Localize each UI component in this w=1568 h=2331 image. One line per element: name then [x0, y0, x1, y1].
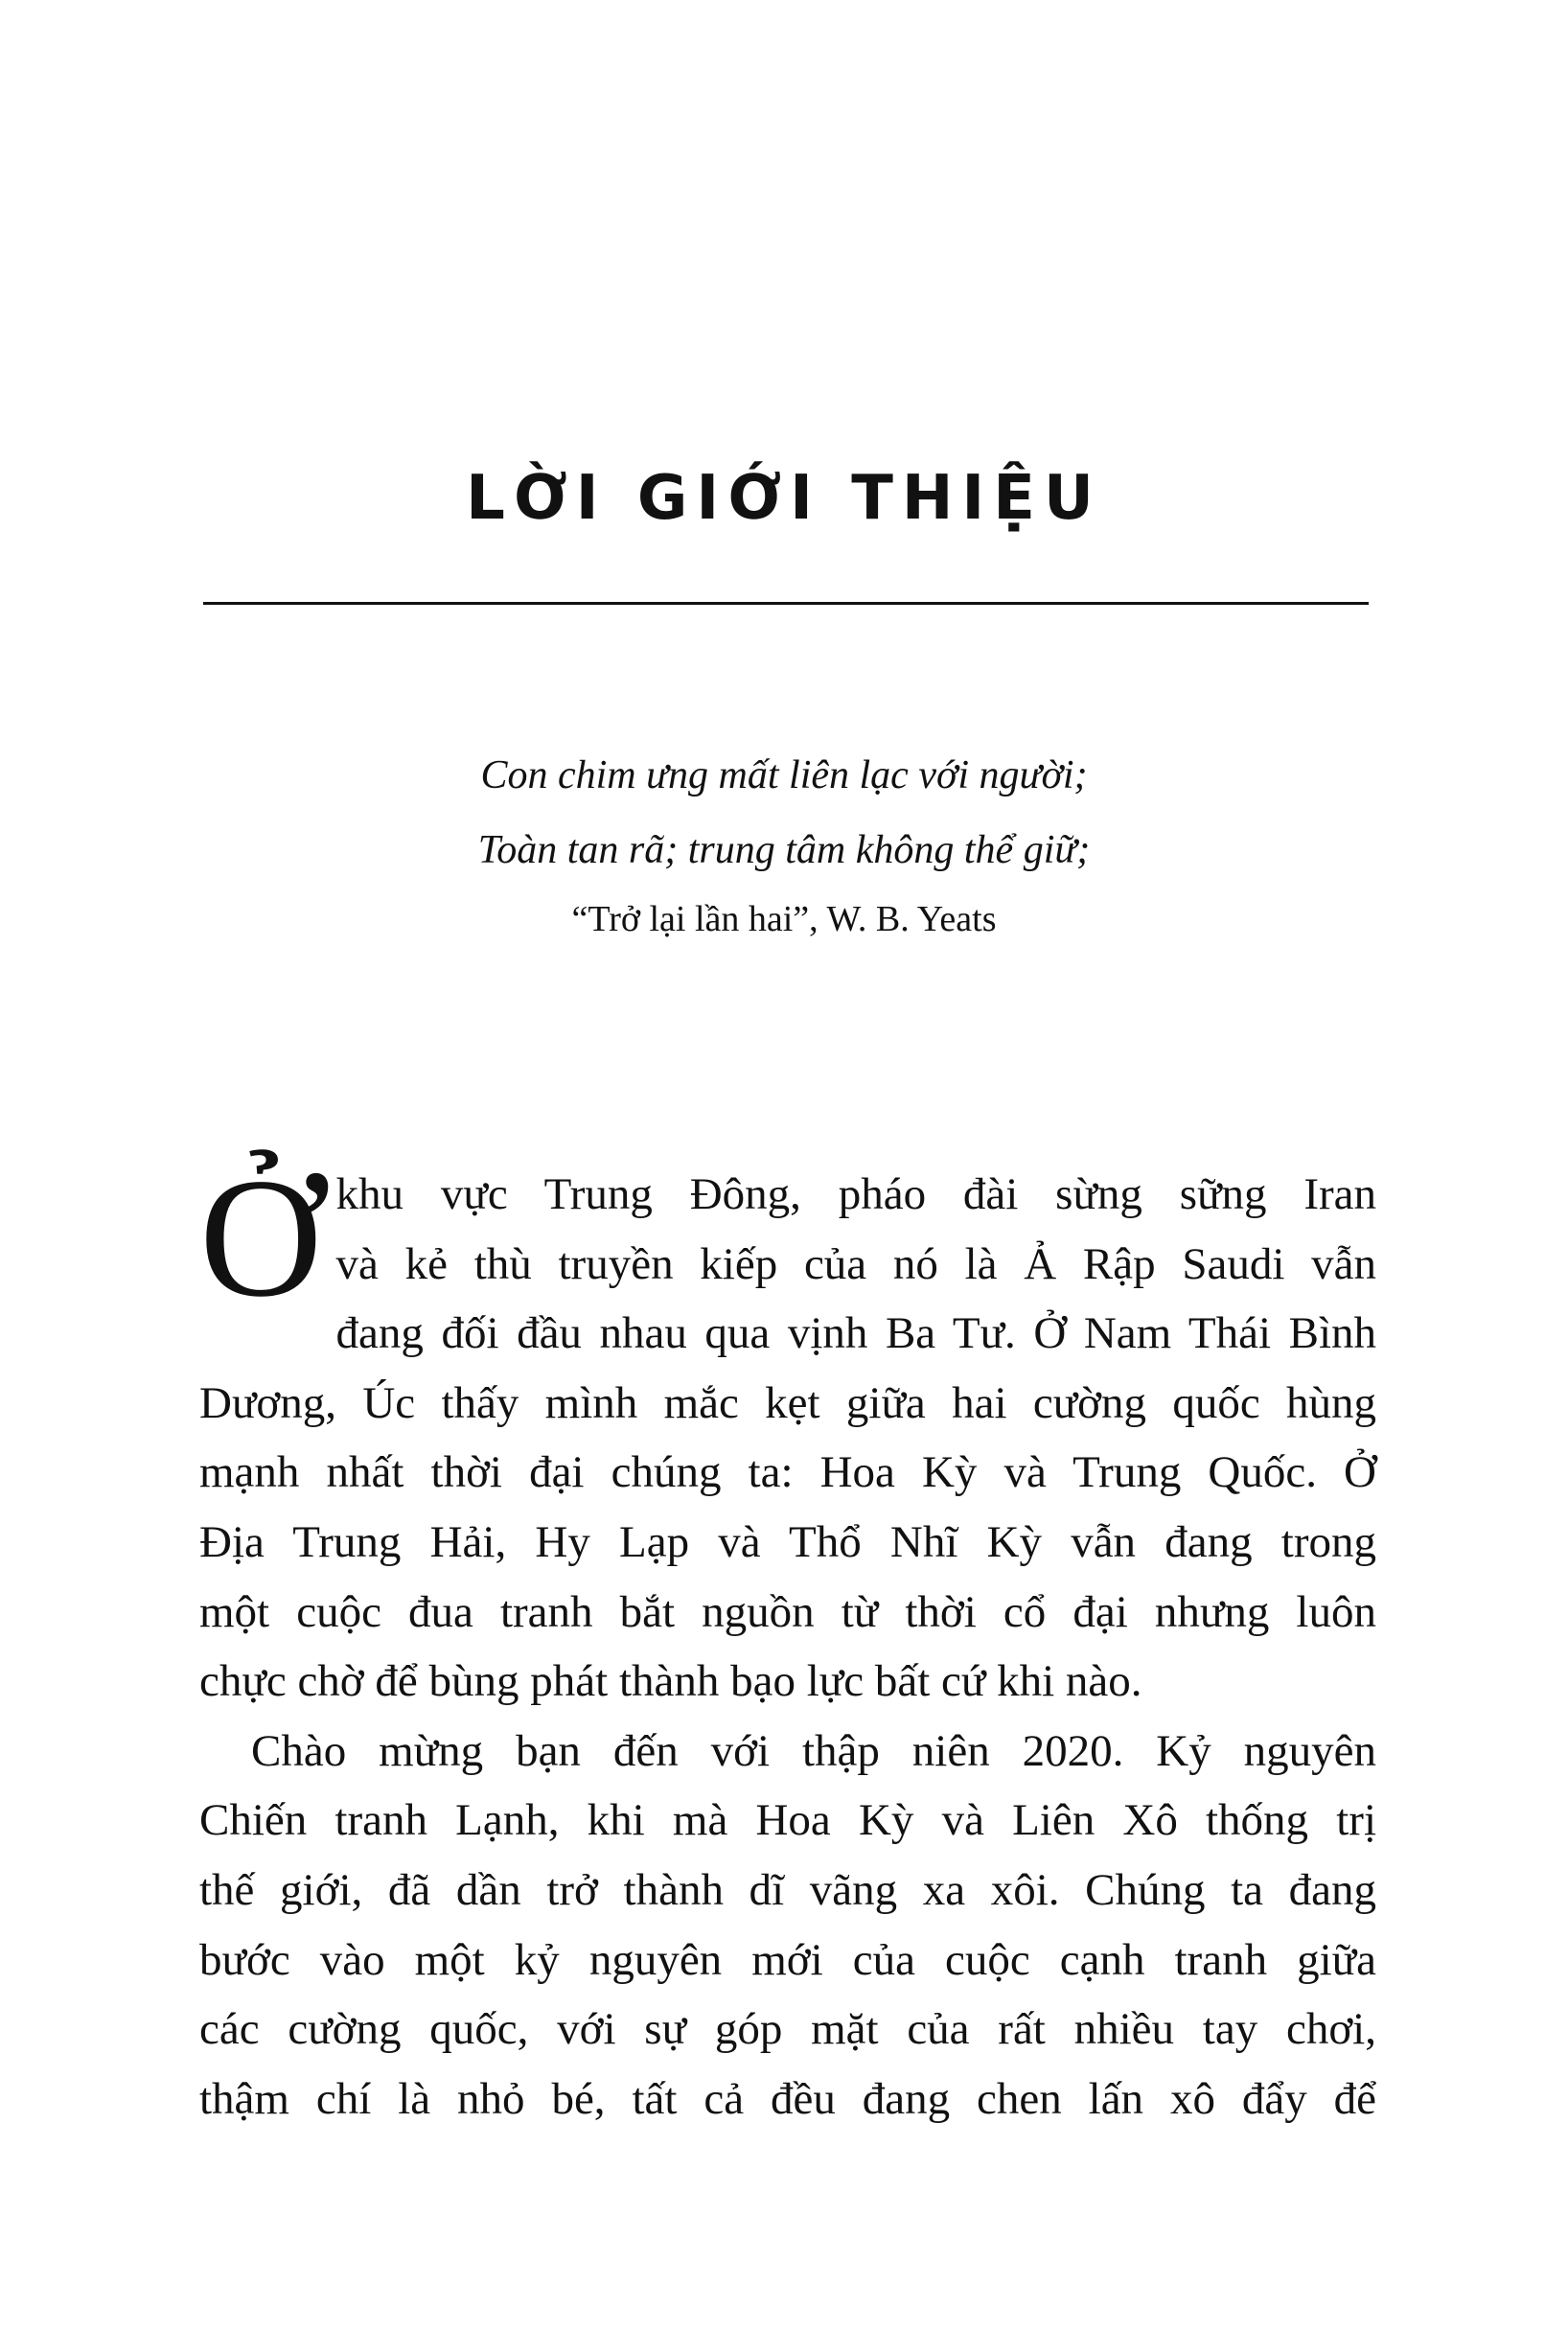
chapter-title: LỜI GIỚI THIỆU	[466, 463, 1102, 534]
epigraph	[0, 738, 1568, 951]
text-line: đang đối đầu nhau qua vịnh Ba Tư. Ở Nam Thái Bình	[335, 1308, 1376, 1359]
text-line: khu vực Trung Đông, pháo đài sừng sững Iran	[335, 1169, 1376, 1219]
text-line: Dương, Úc thấy mình mắc kẹt giữa hai cường quốc hùng	[199, 1377, 1376, 1428]
body-text	[199, 1142, 1376, 2134]
drop-cap: Ở	[199, 1142, 323, 1332]
text-line: Địa Trung Hải, Hy Lạp và Thổ Nhĩ Kỳ vẫn đang trong	[199, 1516, 1376, 1567]
epigraph-source: “Trở lại lần hai”, W. B. Yeats	[571, 899, 997, 939]
epigraph-line: Con chim ưng mất liên lạc với người;	[480, 753, 1088, 797]
text-line	[199, 1717, 1376, 1787]
text-line: Chiến tranh Lạnh, khi mà Hoa Kỳ và Liên Xô thống trị	[199, 1795, 1376, 1846]
epigraph-line: Toàn tan rã; trung tâm không thể giữ;	[477, 828, 1091, 872]
title-divider	[203, 602, 1369, 605]
text-line-content: Chào mừng bạn đến với thập niên 2020. Kỷ nguyên	[251, 1725, 1376, 1776]
text-line: bước vào một kỷ nguyên mới của cuộc cạnh tranh giữa	[199, 1934, 1376, 1985]
text-line: mạnh nhất thời đại chúng ta: Hoa Kỳ và Trung Quốc. Ở	[199, 1447, 1376, 1498]
paragraph-2	[199, 1717, 1376, 2135]
text-line: một cuộc đua tranh bắt nguồn từ thời cổ đại nhưng luôn	[199, 1586, 1376, 1637]
paragraph-1	[199, 1142, 1376, 1717]
text-line: thế giới, đã dần trở thành dĩ vãng xa xôi. Chúng ta đang	[199, 1864, 1376, 1915]
text-line: thậm chí là nhỏ bé, tất cả đều đang chen lấn xô đẩy để	[199, 2073, 1376, 2124]
text-line: chực chờ để bùng phát thành bạo lực bất cứ khi nào.	[199, 1656, 1142, 1707]
text-line: các cường quốc, với sự góp mặt của rất nhiều tay chơi,	[199, 2004, 1376, 2055]
text-line: và kẻ thù truyền kiếp của nó là Ả Rập Saudi vẫn	[335, 1238, 1376, 1289]
